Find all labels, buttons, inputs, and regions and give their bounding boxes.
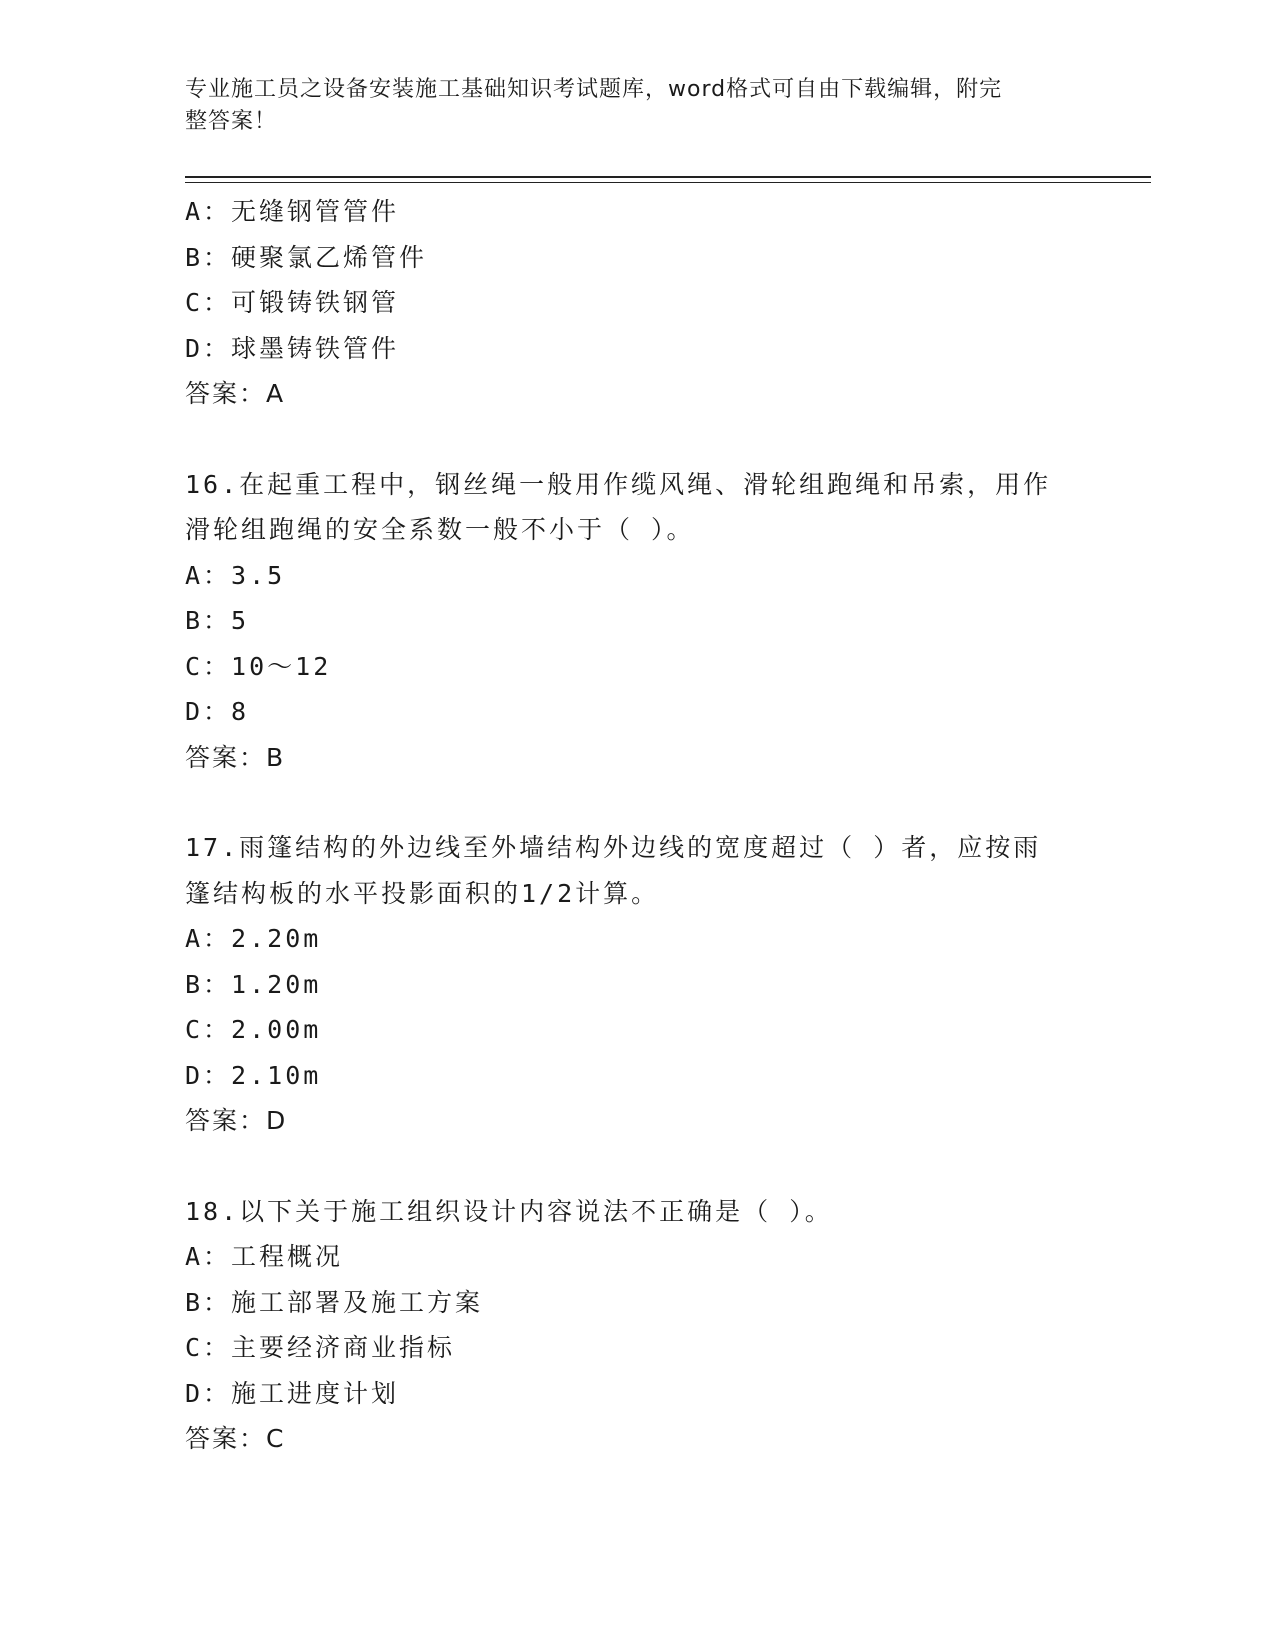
- question-text-line-2: 滑轮组跑绳的安全系数一般不小于（ ）。: [185, 515, 695, 544]
- option-a: A：3.5: [185, 560, 286, 590]
- answer-line: 答案：A: [185, 379, 286, 408]
- document-header: [185, 74, 1065, 138]
- answer-line: 答案：B: [185, 742, 286, 772]
- option-b: B：施工部署及施工方案: [185, 1287, 484, 1317]
- option-a: A：2.20m: [185, 924, 322, 953]
- option-c: C：2.00m: [185, 1015, 322, 1044]
- question-list: [185, 189, 1105, 1462]
- option-b: B：1.20m: [185, 969, 322, 999]
- header-title-line-1: 专业施工员之设备安装施工基础知识考试题库，word格式可自由下载编辑，附完: [185, 77, 1003, 102]
- question-text-line-1: 18.以下关于施工组织设计内容说法不正确是（ ）。: [185, 1196, 833, 1226]
- question-15-partial: [185, 189, 1105, 417]
- option-d: D：8: [185, 697, 250, 726]
- option-c: C：10～12: [185, 651, 332, 681]
- option-a: A：无缝钢管管件: [185, 197, 400, 226]
- option-d: D：2.10m: [185, 1060, 322, 1090]
- header-title-line-2: 整答案！: [185, 109, 278, 134]
- option-d: D：球墨铸铁管件: [185, 333, 400, 363]
- question-17: [185, 825, 1105, 1144]
- answer-line: 答案：C: [185, 1424, 286, 1453]
- question-text-line-1: 16.在起重工程中，钢丝绳一般用作缆风绳、滑轮组跑绳和吊索，用作: [185, 469, 1052, 499]
- question-text: [185, 462, 1075, 553]
- header-divider-thin: [185, 182, 1151, 183]
- question-text: [185, 825, 1075, 916]
- option-d: D：施工进度计划: [185, 1378, 400, 1408]
- header-divider-thick: [185, 176, 1151, 178]
- option-b: B：5: [185, 606, 250, 635]
- question-text-line-1: 17.雨篷结构的外边线至外墙结构外边线的宽度超过（ ）者，应按雨: [185, 833, 1042, 862]
- question-text-line-2: 篷结构板的水平投影面积的1/2计算。: [185, 878, 660, 908]
- question-text: [185, 1189, 1075, 1235]
- question-18: [185, 1189, 1105, 1462]
- option-c: C：可锻铸铁钢管: [185, 288, 400, 317]
- option-c: C：主要经济商业指标: [185, 1333, 456, 1362]
- option-a: A：工程概况: [185, 1242, 344, 1271]
- option-b: B：硬聚氯乙烯管件: [185, 242, 428, 272]
- question-16: [185, 462, 1105, 781]
- answer-line: 答案：D: [185, 1106, 288, 1135]
